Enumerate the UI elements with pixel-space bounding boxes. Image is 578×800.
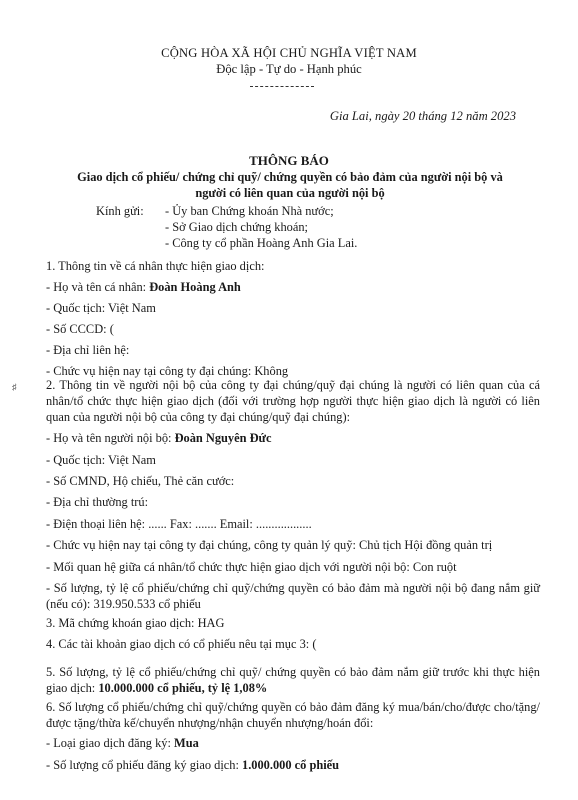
transaction-type-value: Mua	[174, 736, 199, 750]
recipient-item: - Công ty cổ phần Hoàng Anh Gia Lai.	[165, 236, 358, 250]
nation-header: CỘNG HÒA XÃ HỘI CHỦ NGHĨA VIỆT NAM	[161, 46, 417, 60]
insider-holding: - Số lượng, tỷ lệ cổ phiếu/chứng chỉ quỹ/chứng quyền có bảo đảm mà người nội bộ đang nắm giữ (nếu có): 319.950.533 cổ phiếu	[46, 581, 540, 611]
insider-name-value: Đoàn Nguyên Đức	[174, 431, 272, 445]
transaction-type-label: - Loại giao dịch đăng ký:	[46, 736, 175, 750]
section2-heading: 2. Thông tin về người nội bộ của công ty đại chúng/quỹ đại chúng là người có liên quan của cá nhân/tổ chức thực hiện giao dịch (đối với trường hợp người thực hiện giao dịch là người có liên quan của người nội bộ của công ty đại chúng/quỹ đại chúng):	[46, 378, 540, 424]
section5-text: 5. Số lượng, tỷ lệ cổ phiếu/chứng chỉ quỹ/ chứng quyền có bảo đảm nắm giữ trước khi thực hiện giao dịch:	[46, 665, 540, 695]
individual-address: - Địa chỉ liên hệ:	[46, 343, 130, 357]
recipients-label: Kính gửi:	[96, 204, 144, 218]
section6-registration: 6. Số lượng cổ phiếu/chứng chỉ quỹ/chứng quyền có bảo đảm đăng ký mua/bán/cho/được cho/tặng/được tặng/thừa kế/chuyển nhượng/nhận chuyển nhượng/hoán đổi:	[46, 700, 540, 730]
dateline: Gia Lai, ngày 20 tháng 12 năm 2023	[329, 109, 516, 123]
individual-id: - Số CCCD: (	[46, 322, 114, 336]
recipient-item: - Sở Giao dịch chứng khoán;	[165, 220, 309, 234]
individual-name-value: Đoàn Hoàng Anh	[149, 280, 241, 294]
individual-name-label: - Họ và tên cá nhân:	[46, 280, 150, 294]
recipient-item: - Ủy ban Chứng khoán Nhà nước;	[165, 204, 334, 218]
insider-name-label: - Họ và tên người nội bộ:	[46, 431, 175, 445]
document-subtitle: Giao dịch cổ phiếu/ chứng chỉ quỹ/ chứng quyền có bảo đảm của người nội bộ và người có liên quan của người nội bộ	[77, 170, 503, 200]
insider-relation: - Mối quan hệ giữa cá nhân/tổ chức thực hiện giao dịch với người nội bộ: Con ruột	[46, 560, 457, 574]
section4-accounts: 4. Các tài khoản giao dịch có cổ phiếu nêu tại mục 3: (	[46, 637, 317, 651]
section1-heading: 1. Thông tin về cá nhân thực hiện giao dịch:	[46, 259, 265, 273]
section5-holding-before	[46, 665, 540, 697]
national-motto: Độc lập - Tự do - Hạnh phúc	[216, 62, 362, 76]
section5-value: 10.000.000 cổ phiếu, tỷ lệ 1,08%	[98, 680, 268, 695]
individual-nationality: - Quốc tịch: Việt Nam	[46, 301, 156, 315]
insider-address: - Địa chỉ thường trú:	[46, 495, 149, 509]
insider-position: - Chức vụ hiện nay tại công ty đại chúng, công ty quản lý quỹ: Chủ tịch Hội đồng quản trị	[46, 538, 493, 552]
transaction-quantity-label: - Số lượng cổ phiếu đăng ký giao dịch:	[46, 758, 242, 772]
recipients-list	[165, 204, 357, 252]
section3-ticker: 3. Mã chứng khoán giao dịch: HAG	[46, 616, 225, 630]
insider-id: - Số CMND, Hộ chiếu, Thẻ căn cước:	[46, 474, 235, 488]
transaction-quantity-value: 1.000.000 cổ phiếu	[242, 758, 340, 772]
transaction-quantity	[46, 758, 339, 774]
individual-name	[46, 280, 241, 296]
individual-position: - Chức vụ hiện nay tại công ty đại chúng: Không	[46, 364, 289, 378]
insider-name	[46, 431, 272, 447]
insider-nationality: - Quốc tịch: Việt Nam	[46, 453, 156, 467]
margin-mark: ♯	[12, 382, 17, 392]
document-title: THÔNG BÁO	[249, 153, 329, 168]
insider-phone: - Điện thoại liên hệ: ...... Fax: ....... Email: ..................	[46, 517, 312, 531]
header-divider	[250, 86, 314, 87]
transaction-type	[46, 736, 199, 752]
